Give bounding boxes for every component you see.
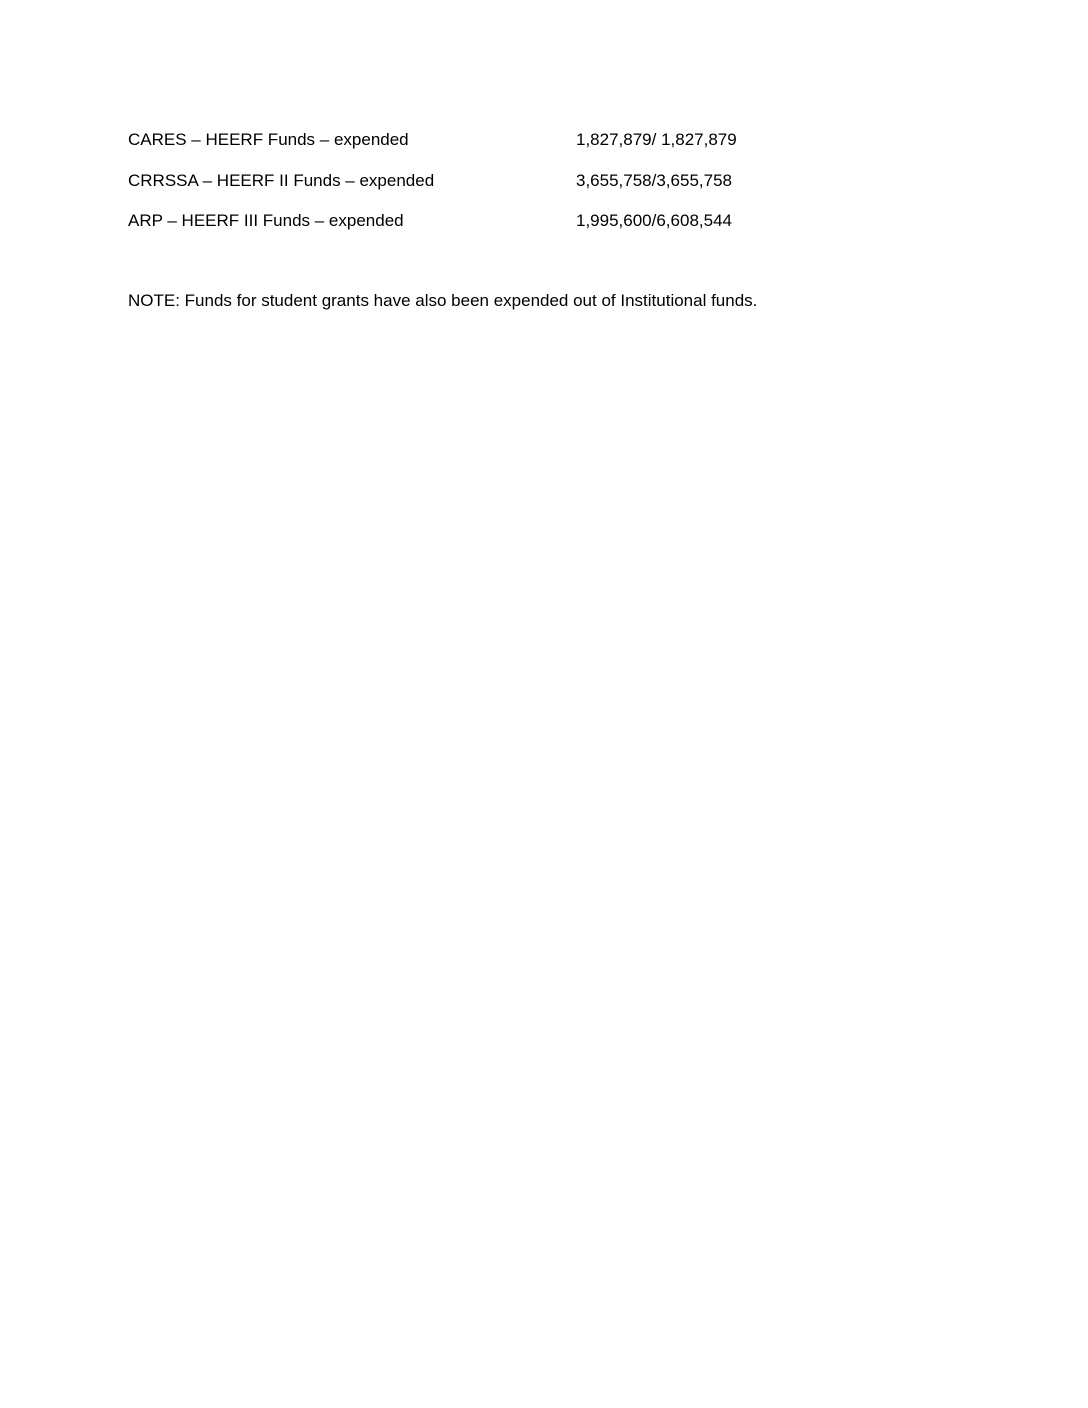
fund-row-crrssa — [128, 169, 828, 210]
fund-amount: 1,995,600/6,608,544 — [576, 211, 732, 230]
fund-amount: 3,655,758/3,655,758 — [576, 170, 732, 190]
fund-row-arp — [128, 209, 828, 250]
fund-label: CARES – HEERF Funds – expended — [128, 130, 409, 149]
fund-list — [128, 128, 828, 250]
fund-amount: 1,827,879/ 1,827,879 — [576, 130, 737, 149]
fund-row-cares — [128, 128, 828, 169]
note-text: NOTE: Funds for student grants have also been expended out of Institutional funds. — [128, 291, 758, 310]
fund-label: CRRSSA – HEERF II Funds – expended — [128, 170, 435, 190]
fund-label: ARP – HEERF III Funds – expended — [128, 211, 404, 230]
